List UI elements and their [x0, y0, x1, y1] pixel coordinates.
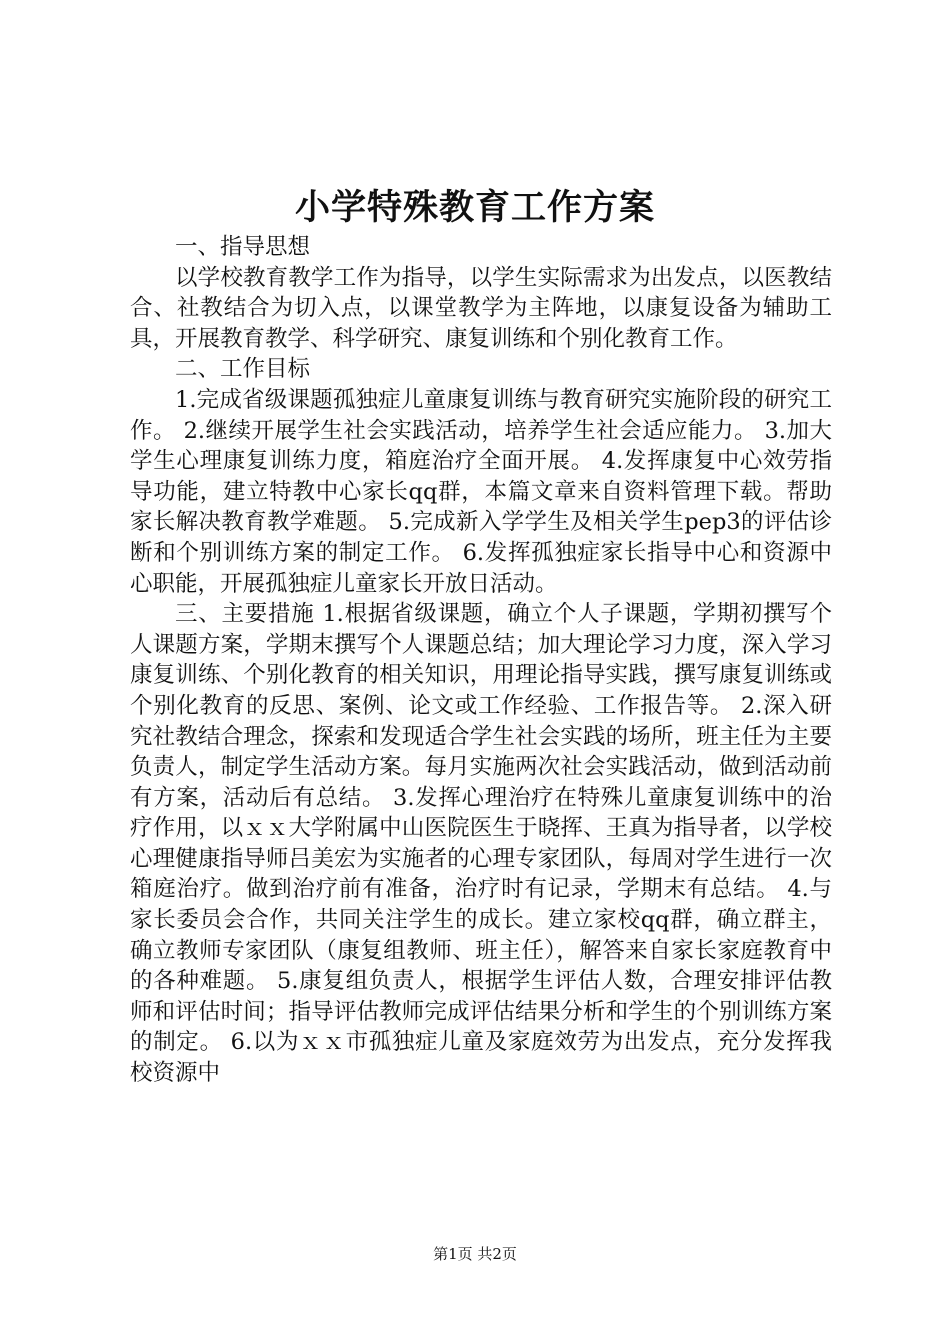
document-body	[130, 232, 832, 1089]
paragraph-work-goals: 1.完成省级课题孤独症儿童康复训练与教育研究实施阶段的研究工作。 2.继续开展学生社会实践活动，培养学生社会适应能力。 3.加大学生心理康复训练力度，箱庭治疗全面开展。 4.发挥康复中心效劳指导功能，建立特教中心家长qq群，本篇文章来自资料管理下载。帮助家长解决教育教学难题。 5.完成新入学学生及相关学生pep3的评估诊断和个别训练方案的制定工作。 6.发挥孤独症家长指导中心和资源中心职能，开展孤独症儿童家长开放日活动。	[130, 386, 832, 597]
document-title: 小学特殊教育工作方案	[294, 187, 655, 228]
section-heading-work-goals: 二、工作目标	[175, 356, 311, 383]
section-heading-guiding-ideology: 一、指导思想	[175, 234, 311, 260]
paragraph-guiding-ideology: 以学校教育教学工作为指导，以学生实际需求为出发点，以医教结合、社教结合为切入点，以课堂教学为主阵地，以康复设备为辅助工具，开展教育教学、科学研究、康复训练和个别化教育工作。	[130, 264, 832, 352]
page-number: 第1页 共2页	[433, 1245, 517, 1263]
paragraph-main-measures: 三、主要措施 1.根据省级课题，确立个人子课题，学期初撰写个人课题方案，学期末撰写个人课题总结；加大理论学习力度，深入学习康复训练、个别化教育的相关知识，用理论指导实践，撰写康复训练或个别化教育的反思、案例、论文或工作经验、工作报告等。 2.深入研究社教结合理念，探索和发现适合学生社会实践的场所，班主任为主要负责人，制定学生活动方案。每月实施两次社会实践活动，做到活动前有方案，活动后有总结。 3.发挥心理治疗在特殊儿童康复训练中的治疗作用，以ｘｘ大学附属中山医院医生于晓挥、王真为指导者，以学校心理健康指导师吕美宏为实施者的心理专家团队，每周对学生进行一次箱庭治疗。做到治疗前有准备，治疗时有记录，学期末有总结。 4.与家长委员会合作，共同关注学生的成长。建立家校qq群，确立群主，确立教师专家团队（康复组教师、班主任），解答来自家长家庭教育中的各种难题。 5.康复组负责人，根据学生评估人数，合理安排评估教师和评估时间；指导评估教师完成评估结果分析和学生的个别训练方案的制定。 6.以为ｘｘ市孤独症儿童及家庭效劳为出发点，充分发挥我校资源中	[130, 601, 832, 1087]
